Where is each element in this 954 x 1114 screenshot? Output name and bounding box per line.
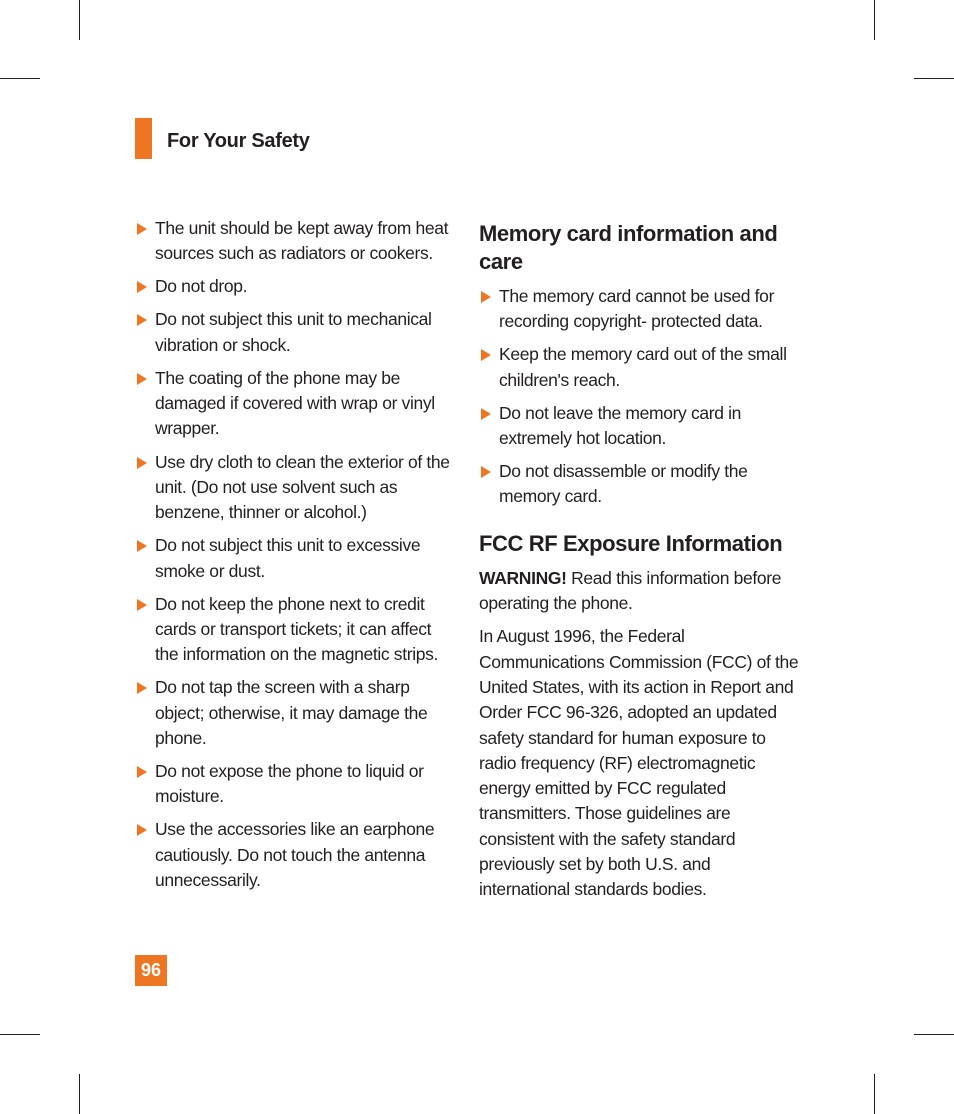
list-item: Use the accessories like an earphone cautiously. Do not touch the antenna unnecessarily.: [135, 817, 455, 893]
triangle-bullet-icon: [137, 314, 147, 326]
crop-mark: [79, 0, 80, 40]
list-item: Do not tap the screen with a sharp object; otherwise, it may damage the phone.: [135, 675, 455, 751]
list-item: Do not subject this unit to excessive smoke or dust.: [135, 533, 455, 584]
triangle-bullet-icon: [481, 349, 491, 361]
list-item: The coating of the phone may be damaged if covered with wrap or vinyl wrapper.: [135, 366, 455, 442]
triangle-bullet-icon: [137, 766, 147, 778]
fcc-paragraph: In August 1996, the Federal Communications Commission (FCC) of the United States, with its action in Report and Order FCC 96-326, adopted an updated safety standard for human exposure to radio frequency (RF) electromagnetic energy emitted by FCC regulated transmitters. Those guidelines are consistent with the safety standard previously set by both U.S. and international standards bodies.: [479, 626, 799, 900]
right-column: [479, 220, 799, 911]
triangle-bullet-icon: [137, 373, 147, 385]
list-item: The memory card cannot be used for recording copyright- protected data.: [479, 284, 799, 335]
list-item: Do not expose the phone to liquid or moisture.: [135, 759, 455, 810]
triangle-bullet-icon: [137, 824, 147, 836]
crop-mark: [914, 78, 954, 79]
crop-mark: [0, 1034, 40, 1035]
list-item: Do not disassemble or modify the memory card.: [479, 459, 799, 510]
triangle-bullet-icon: [137, 682, 147, 694]
left-column: [135, 216, 455, 901]
crop-mark: [79, 1074, 80, 1114]
triangle-bullet-icon: [481, 466, 491, 478]
warning-text: Read this information before operating the phone.: [479, 567, 782, 614]
safety-list: [135, 216, 455, 893]
fcc-warning: [479, 566, 799, 617]
page-title: For Your Safety: [167, 130, 310, 152]
list-item: Do not drop.: [135, 274, 455, 299]
triangle-bullet-icon: [137, 457, 147, 469]
memory-card-heading: Memory card information and care: [479, 221, 778, 274]
memory-card-list: [479, 284, 799, 510]
list-item: Keep the memory card out of the small children's reach.: [479, 342, 799, 393]
list-item: The unit should be kept away from heat sources such as radiators or cookers.: [135, 216, 455, 267]
triangle-bullet-icon: [481, 291, 491, 303]
warning-label: WARNING!: [479, 567, 567, 588]
triangle-bullet-icon: [137, 223, 147, 235]
list-item: Do not subject this unit to mechanical vibration or shock.: [135, 307, 455, 358]
triangle-bullet-icon: [137, 281, 147, 293]
list-item: Do not keep the phone next to credit cards or transport tickets; it can affect the information on the magnetic strips.: [135, 592, 455, 668]
triangle-bullet-icon: [137, 599, 147, 611]
fcc-heading: FCC RF Exposure Information: [479, 530, 783, 556]
crop-mark: [914, 1034, 954, 1035]
header-accent-bar: [135, 118, 152, 159]
crop-mark: [874, 1074, 875, 1114]
crop-mark: [874, 0, 875, 40]
list-item: Use dry cloth to clean the exterior of the unit. (Do not use solvent such as benzene, thinner or alcohol.): [135, 450, 455, 526]
crop-mark: [0, 78, 40, 79]
triangle-bullet-icon: [137, 540, 147, 552]
page-number: 96: [135, 955, 167, 986]
triangle-bullet-icon: [481, 408, 491, 420]
list-item: Do not leave the memory card in extremely hot location.: [479, 401, 799, 452]
